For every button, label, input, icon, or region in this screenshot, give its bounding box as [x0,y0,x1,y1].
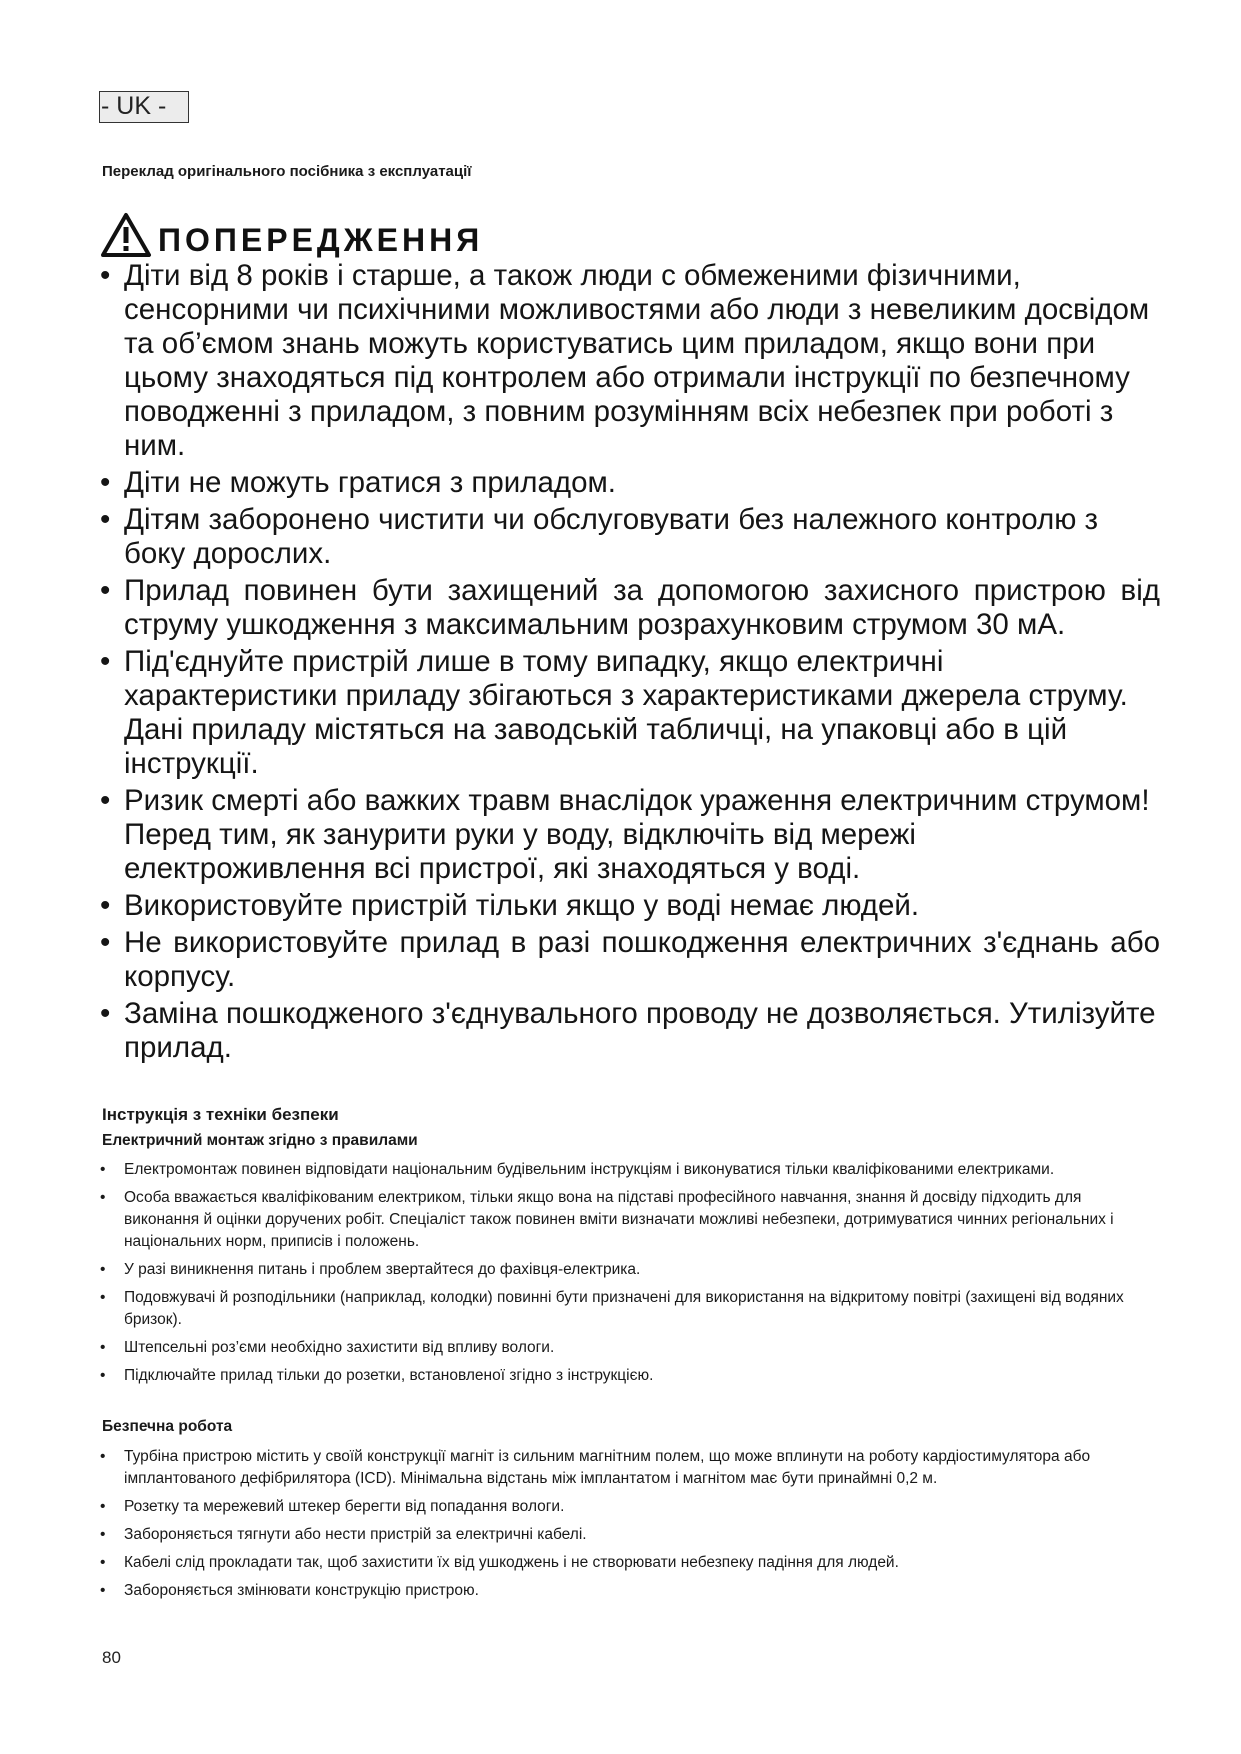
bullet: • [100,1339,106,1356]
warning-header [100,208,483,258]
list-item: • Забороняється тягнути або нести пристрій за електричні кабелі. [100,1524,1130,1546]
safety-title: Інструкція з техніки безпеки [102,1105,339,1124]
list-item: • Підключайте прилад тільки до розетки, встановленої згідно з інструкцією. [100,1365,1130,1387]
bullet: • [100,1367,106,1384]
warning-item: • Ризик смерті або важких травм внаслідок ураження електричним струмом! Перед тим, як занурити руки у воду, відключіть від мережі електроживлення всі пристрої, які знаходяться у воді. [100,784,1150,885]
warning-item: • Діти не можуть гратися з приладом. [100,466,616,499]
warning-item: • Заміна пошкодженого з'єднувального проводу не дозволяється. Утилізуйте прилад. [100,997,1156,1064]
list-item: • Розетку та мережевий штекер берегти від попадання вологи. [100,1496,1130,1518]
bullet: • [100,1498,106,1515]
bullet: • [100,466,111,499]
bullet: • [100,1554,106,1571]
warning-item: • Прилад повинен бути захищений за допомогою захисного пристрою від струму ушкодження з максимальним розрахунковим струмом 30 мА. [100,574,1160,641]
bullet: • [100,1526,106,1543]
list-item: • Подовжувачі й розподільники (наприклад, колодки) повинні бути призначені для використання на відкритому повітрі (захищені від водяних бризок). [100,1289,1124,1328]
bullet: • [100,926,111,959]
list-item: • Кабелі слід прокладати так, щоб захистити їх від ушкоджень і не створювати небезпеку падіння для людей. [100,1552,1130,1574]
operation-title: Безпечна робота [102,1418,233,1435]
bullet: • [100,784,111,817]
warning-item: • Під'єднуйте пристрій лише в тому випадку, якщо електричні характеристики приладу збігаються з характеристиками джерела струму. Дані приладу містяться на заводській табличці, на упаковці або в цій інструкції. [100,645,1128,780]
bullet: • [100,1261,106,1278]
warning-item: • Використовуйте пристрій тільки якщо у воді немає людей. [100,889,920,922]
warning-item: • Діти від 8 років і старше, а також люди с обмеженими фізичними, сенсорними чи психічними можливостями або люди з невеликим досвідом та об’ємом знань можуть користуватись цим приладом, якщо вони при цьому знаходяться під контролем або отримали інструкції по безпечному поводженні з приладом, з повним розумінням всіх небезпек при роботі з ним. [100,259,1150,462]
bullet: • [100,1189,106,1206]
bullet: • [100,1582,106,1599]
list-item: • Забороняється змінювати конструкцію пристрою. [100,1580,1130,1602]
document-subtitle: Переклад оригінального посібника з експлуатації [102,163,472,180]
list-item: • У разі виникнення питань і проблем звертайтеся до фахівця-електрика. [100,1259,1130,1281]
page-number: 80 [102,1648,121,1667]
electrical-title: Електричний монтаж згідно з правилами [102,1132,418,1149]
list-item: • Штепсельні роз’єми необхідно захистити від впливу вологи. [100,1337,1130,1359]
electrical-list [100,1159,1130,1393]
bullet: • [100,574,111,607]
bullet: • [100,1161,106,1178]
bullet: • [100,997,111,1030]
warning-title: ПОПЕРЕДЖЕННЯ [158,222,484,258]
warning-list [100,259,1160,1068]
bullet: • [100,645,111,678]
list-item: • Електромонтаж повинен відповідати національним будівельним інструкціям і виконуватися тільки кваліфікованими електриками. [100,1159,1130,1181]
language-tag: - UK - [99,91,189,123]
warning-item: • Дітям заборонено чистити чи обслуговувати без належного контролю з боку дорослих. [100,503,1099,570]
bullet: • [100,503,111,536]
list-item: • Турбіна пристрою містить у своїй конструкції магніт із сильним магнітним полем, що може вплинути на роботу кардіостимулятора або імплантованого дефібрилятора (ICD). Мінімальна відстань між імплантатом і магнітом має бути принаймні 0,2 м. [100,1448,1091,1487]
list-item: • Особа вважається кваліфікованим електриком, тільки якщо вона на підставі професійного навчання, знання й досвіду підходить для виконання й оцінки доручених робіт. Спеціаліст також повинен вміти визначати можливі небезпеки, дотримуватися чинних регіональних і національних норм, приписів і положень. [100,1189,1114,1250]
warning-item: • Не використовуйте прилад в разі пошкодження електричних з'єднань або корпусу. [100,926,1160,993]
bullet: • [100,1448,106,1465]
warning-triangle-icon [100,212,152,258]
operation-list [100,1446,1130,1608]
bullet: • [100,1289,106,1306]
bullet: • [100,889,111,922]
bullet: • [100,259,111,292]
